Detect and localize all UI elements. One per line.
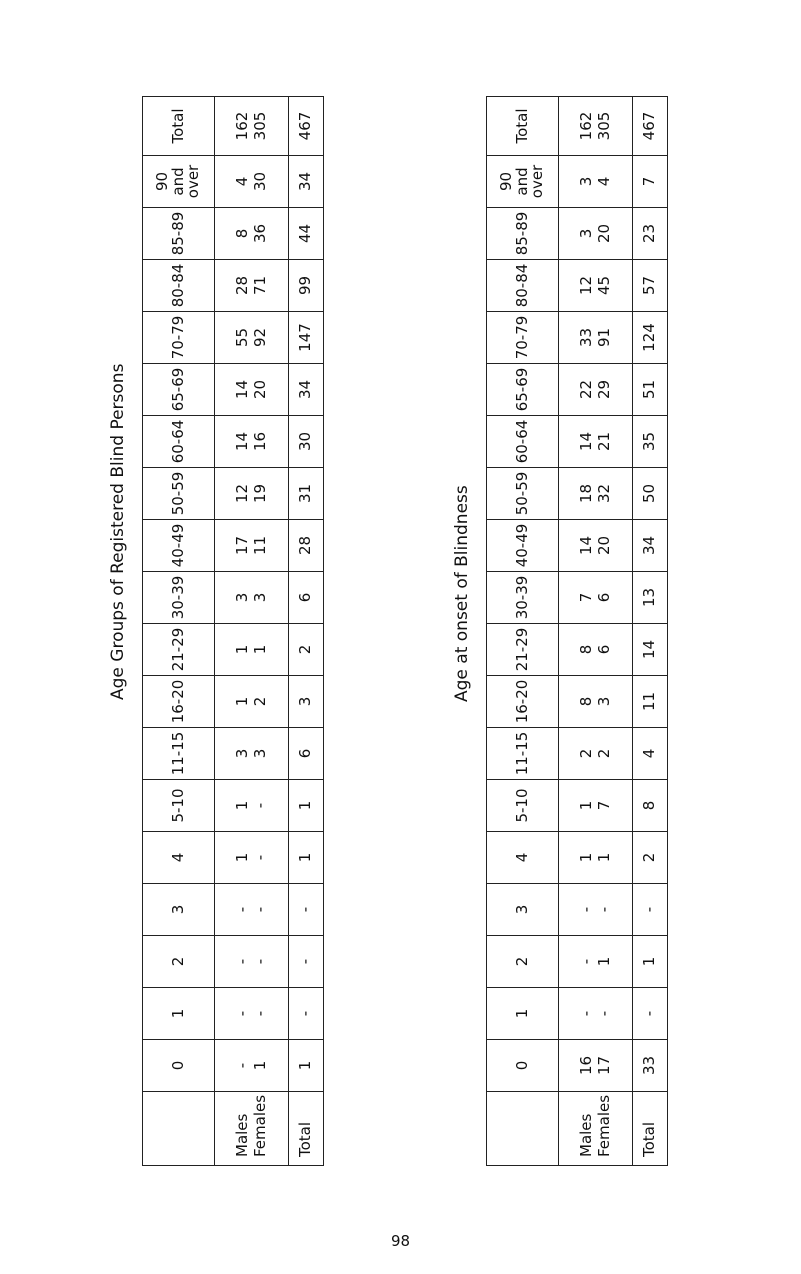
table-cell bbox=[289, 97, 324, 156]
cell-value: 3 bbox=[233, 748, 252, 759]
table-cell bbox=[289, 676, 324, 728]
cell-value: - bbox=[250, 1010, 269, 1017]
table-cell bbox=[559, 156, 633, 208]
cell-value: - bbox=[250, 854, 269, 861]
table-cell bbox=[289, 312, 324, 364]
t2-col-header: 5-10 bbox=[487, 780, 559, 832]
cell-value: 14 bbox=[640, 639, 659, 660]
table-row bbox=[289, 97, 324, 1166]
cell-value: 20 bbox=[250, 379, 269, 400]
t2-col-header: 60-64 bbox=[487, 416, 559, 468]
t1-col-header: 90 and over bbox=[143, 156, 215, 208]
cell-value: 1 bbox=[296, 800, 315, 811]
cell-value: 1 bbox=[250, 1060, 269, 1071]
t2-col-header: 30-39 bbox=[487, 572, 559, 624]
table-cell bbox=[633, 676, 668, 728]
cell-value: 36 bbox=[250, 223, 269, 244]
t1-col-header bbox=[143, 1092, 215, 1166]
table-cell bbox=[289, 988, 324, 1040]
table-cell bbox=[559, 97, 633, 156]
cell-value: - bbox=[296, 906, 315, 913]
t1-col-header: 85-89 bbox=[143, 208, 215, 260]
table-cell bbox=[633, 624, 668, 676]
cell-value: 28 bbox=[296, 535, 315, 556]
cell-value: 13 bbox=[640, 587, 659, 608]
cell-value: 162 bbox=[577, 111, 596, 141]
table-row bbox=[633, 97, 668, 1166]
cell-value: 1 bbox=[233, 852, 252, 863]
table-cell bbox=[289, 468, 324, 520]
table-cell bbox=[633, 780, 668, 832]
table-row bbox=[215, 97, 289, 1166]
cell-value: 14 bbox=[233, 431, 252, 452]
cell-value: 6 bbox=[296, 748, 315, 759]
cell-value: 4 bbox=[640, 748, 659, 759]
table-cell bbox=[559, 832, 633, 884]
table-cell bbox=[215, 468, 289, 520]
table-cell bbox=[633, 520, 668, 572]
cell-value: 4 bbox=[594, 176, 613, 187]
table-cell bbox=[633, 260, 668, 312]
cell-value: 18 bbox=[577, 483, 596, 504]
t1-header-row bbox=[143, 97, 215, 1166]
t2-col-header: 90 and over bbox=[487, 156, 559, 208]
cell-value: 16 bbox=[577, 1055, 596, 1076]
cell-value: 1 bbox=[296, 1060, 315, 1071]
cell-value: 2 bbox=[594, 748, 613, 759]
table-cell bbox=[215, 884, 289, 936]
t2-col-header: 2 bbox=[487, 936, 559, 988]
cell-value: 17 bbox=[594, 1055, 613, 1076]
t2-header-row bbox=[487, 97, 559, 1166]
t2-row-label bbox=[633, 1092, 668, 1166]
cell-value: 1 bbox=[233, 696, 252, 707]
t2-col-header: 21-29 bbox=[487, 624, 559, 676]
cell-value: 1 bbox=[594, 852, 613, 863]
table-cell bbox=[633, 364, 668, 416]
cell-value: 20 bbox=[594, 223, 613, 244]
cell-value: 3 bbox=[233, 592, 252, 603]
cell-value: 3 bbox=[296, 696, 315, 707]
table-cell bbox=[215, 156, 289, 208]
t1-col-header: 60-64 bbox=[143, 416, 215, 468]
table-cell bbox=[559, 884, 633, 936]
table-cell bbox=[559, 468, 633, 520]
table-cell bbox=[289, 1040, 324, 1092]
cell-value: 21 bbox=[594, 431, 613, 452]
t2-col-header bbox=[487, 1092, 559, 1166]
t2-col-header: 70-79 bbox=[487, 312, 559, 364]
cell-value: 1 bbox=[640, 956, 659, 967]
cell-value: 147 bbox=[296, 323, 315, 352]
cell-value: 92 bbox=[250, 327, 269, 348]
cell-value: 305 bbox=[594, 111, 613, 141]
cell-value: 1 bbox=[577, 800, 596, 811]
table-cell bbox=[559, 208, 633, 260]
table-cell bbox=[289, 936, 324, 988]
cell-value: - bbox=[594, 1010, 613, 1017]
cell-value: 2 bbox=[296, 644, 315, 655]
table-cell bbox=[289, 416, 324, 468]
table-cell bbox=[289, 520, 324, 572]
t2-col-header: 80-84 bbox=[487, 260, 559, 312]
cell-value: 1 bbox=[233, 800, 252, 811]
table-cell bbox=[559, 520, 633, 572]
table-cell bbox=[633, 416, 668, 468]
cell-value: 32 bbox=[594, 483, 613, 504]
table-cell bbox=[633, 832, 668, 884]
cell-value: 50 bbox=[640, 483, 659, 504]
table-cell bbox=[633, 728, 668, 780]
t1-col-header: 11-15 bbox=[143, 728, 215, 780]
cell-value: 91 bbox=[594, 327, 613, 348]
cell-value: 14 bbox=[577, 431, 596, 452]
row-label-text: Males bbox=[577, 1113, 596, 1157]
table-cell bbox=[289, 884, 324, 936]
cell-value: 8 bbox=[577, 644, 596, 655]
t2-col-header: 1 bbox=[487, 988, 559, 1040]
cell-value: 11 bbox=[640, 691, 659, 712]
t1-col-header: 21-29 bbox=[143, 624, 215, 676]
table-cell bbox=[215, 1040, 289, 1092]
cell-value: 2 bbox=[577, 748, 596, 759]
t1-col-header: 50-59 bbox=[143, 468, 215, 520]
cell-value: 34 bbox=[640, 535, 659, 556]
row-label-text: Females bbox=[250, 1094, 269, 1157]
cell-value: 30 bbox=[250, 171, 269, 192]
t2-col-header: 16-20 bbox=[487, 676, 559, 728]
cell-value: 44 bbox=[296, 223, 315, 244]
table-cell bbox=[215, 624, 289, 676]
table2-title: Age at onset of Blindness bbox=[452, 485, 472, 702]
table-cell bbox=[289, 624, 324, 676]
t1-col-header: 0 bbox=[143, 1040, 215, 1092]
table1-wrapper bbox=[142, 96, 324, 1166]
cell-value: 6 bbox=[296, 592, 315, 603]
table-cell bbox=[633, 572, 668, 624]
table-cell bbox=[215, 364, 289, 416]
t2-col-header: 0 bbox=[487, 1040, 559, 1092]
t2-col-header: 40-49 bbox=[487, 520, 559, 572]
cell-value: 45 bbox=[594, 275, 613, 296]
t1-row-label bbox=[289, 1092, 324, 1166]
cell-value: 12 bbox=[577, 275, 596, 296]
cell-value: - bbox=[577, 1010, 596, 1017]
cell-value: 30 bbox=[296, 431, 315, 452]
cell-value: 7 bbox=[594, 800, 613, 811]
table-cell bbox=[215, 260, 289, 312]
cell-value: 29 bbox=[594, 379, 613, 400]
t1-col-header: Total bbox=[143, 97, 215, 156]
cell-value: - bbox=[296, 1010, 315, 1017]
t2-col-header: 85-89 bbox=[487, 208, 559, 260]
registered-blind-age-table bbox=[142, 96, 324, 1166]
cell-value: 22 bbox=[577, 379, 596, 400]
table-cell bbox=[215, 416, 289, 468]
table-cell bbox=[633, 936, 668, 988]
cell-value: 8 bbox=[577, 696, 596, 707]
table1-title: Age Groups of Registered Blind Persons bbox=[108, 363, 128, 700]
cell-value: - bbox=[640, 906, 659, 913]
table-cell bbox=[289, 728, 324, 780]
cell-value: 19 bbox=[250, 483, 269, 504]
cell-value: 1 bbox=[594, 956, 613, 967]
t2-col-header: 11-15 bbox=[487, 728, 559, 780]
cell-value: 3 bbox=[250, 748, 269, 759]
cell-value: 305 bbox=[250, 111, 269, 141]
table-cell bbox=[633, 1040, 668, 1092]
table-cell bbox=[215, 208, 289, 260]
cell-value: 7 bbox=[577, 592, 596, 603]
cell-value: 14 bbox=[577, 535, 596, 556]
row-label-text: Females bbox=[594, 1094, 613, 1157]
cell-value: 33 bbox=[577, 327, 596, 348]
table-cell bbox=[633, 884, 668, 936]
cell-value: 3 bbox=[250, 592, 269, 603]
cell-value: - bbox=[640, 1010, 659, 1017]
cell-value: - bbox=[594, 906, 613, 913]
onset-blindness-age-table bbox=[486, 96, 668, 1166]
cell-value: 1 bbox=[250, 644, 269, 655]
cell-value: 3 bbox=[577, 176, 596, 187]
cell-value: - bbox=[250, 802, 269, 809]
table-cell bbox=[633, 988, 668, 1040]
table-cell bbox=[633, 156, 668, 208]
cell-value: 4 bbox=[233, 176, 252, 187]
cell-value: 99 bbox=[296, 275, 315, 296]
t1-col-header: 80-84 bbox=[143, 260, 215, 312]
t1-col-header: 65-69 bbox=[143, 364, 215, 416]
cell-value: 124 bbox=[640, 323, 659, 352]
table-cell bbox=[633, 208, 668, 260]
t1-col-header: 16-20 bbox=[143, 676, 215, 728]
cell-value: 11 bbox=[250, 535, 269, 556]
table-cell bbox=[215, 676, 289, 728]
table-cell bbox=[215, 97, 289, 156]
table-cell bbox=[559, 572, 633, 624]
table-cell bbox=[633, 468, 668, 520]
row-label-text: Males bbox=[233, 1113, 252, 1157]
cell-value: 1 bbox=[577, 852, 596, 863]
cell-value: 6 bbox=[594, 644, 613, 655]
table-cell bbox=[215, 936, 289, 988]
cell-value: 16 bbox=[250, 431, 269, 452]
table-cell bbox=[215, 832, 289, 884]
cell-value: 35 bbox=[640, 431, 659, 452]
page-number: 98 bbox=[390, 1232, 411, 1250]
cell-value: - bbox=[233, 906, 252, 913]
cell-value: 467 bbox=[296, 111, 315, 141]
table2-wrapper bbox=[486, 96, 668, 1166]
cell-value: 14 bbox=[233, 379, 252, 400]
table-cell bbox=[559, 416, 633, 468]
cell-value: 23 bbox=[640, 223, 659, 244]
table-cell bbox=[289, 156, 324, 208]
cell-value: - bbox=[233, 1062, 252, 1069]
cell-value: - bbox=[233, 1010, 252, 1017]
cell-value: 8 bbox=[233, 228, 252, 239]
table-cell bbox=[215, 520, 289, 572]
table-cell bbox=[559, 728, 633, 780]
table-cell bbox=[559, 936, 633, 988]
t1-col-header: 3 bbox=[143, 884, 215, 936]
cell-value: - bbox=[233, 958, 252, 965]
cell-value: 6 bbox=[594, 592, 613, 603]
table-cell bbox=[559, 1040, 633, 1092]
t2-col-header: 50-59 bbox=[487, 468, 559, 520]
cell-value: 3 bbox=[577, 228, 596, 239]
table-cell bbox=[215, 572, 289, 624]
table-cell bbox=[559, 312, 633, 364]
table-cell bbox=[215, 780, 289, 832]
table-cell bbox=[559, 988, 633, 1040]
t2-col-header: 65-69 bbox=[487, 364, 559, 416]
cell-value: - bbox=[296, 958, 315, 965]
cell-value: 55 bbox=[233, 327, 252, 348]
cell-value: 71 bbox=[250, 275, 269, 296]
t2-col-header: 3 bbox=[487, 884, 559, 936]
t1-col-header: 30-39 bbox=[143, 572, 215, 624]
t1-col-header: 40-49 bbox=[143, 520, 215, 572]
table-cell bbox=[289, 208, 324, 260]
t1-col-header: 2 bbox=[143, 936, 215, 988]
t1-row-label bbox=[215, 1092, 289, 1166]
cell-value: 57 bbox=[640, 275, 659, 296]
cell-value: 8 bbox=[640, 800, 659, 811]
cell-value: - bbox=[250, 958, 269, 965]
cell-value: 34 bbox=[296, 171, 315, 192]
cell-value: 3 bbox=[594, 696, 613, 707]
table-cell bbox=[215, 728, 289, 780]
cell-value: 2 bbox=[640, 852, 659, 863]
table-cell bbox=[559, 260, 633, 312]
cell-value: 17 bbox=[233, 535, 252, 556]
t1-col-header: 70-79 bbox=[143, 312, 215, 364]
table-cell bbox=[215, 312, 289, 364]
table-cell bbox=[289, 780, 324, 832]
table-cell bbox=[289, 572, 324, 624]
cell-value: 12 bbox=[233, 483, 252, 504]
table-cell bbox=[559, 780, 633, 832]
table-cell bbox=[633, 97, 668, 156]
t2-row-label bbox=[559, 1092, 633, 1166]
row-label-text: Total bbox=[640, 1121, 659, 1157]
table-cell bbox=[289, 364, 324, 416]
cell-value: 2 bbox=[250, 696, 269, 707]
table-cell bbox=[289, 260, 324, 312]
t1-col-header: 5-10 bbox=[143, 780, 215, 832]
table-cell bbox=[559, 624, 633, 676]
table-cell bbox=[289, 832, 324, 884]
cell-value: 31 bbox=[296, 483, 315, 504]
table-cell bbox=[559, 364, 633, 416]
table-row bbox=[559, 97, 633, 1166]
t1-col-header: 1 bbox=[143, 988, 215, 1040]
t1-col-header: 4 bbox=[143, 832, 215, 884]
cell-value: - bbox=[577, 958, 596, 965]
cell-value: 7 bbox=[640, 176, 659, 187]
cell-value: 467 bbox=[640, 111, 659, 141]
cell-value: 162 bbox=[233, 111, 252, 141]
row-label-text: Total bbox=[296, 1121, 315, 1157]
table-cell bbox=[215, 988, 289, 1040]
t2-col-header: Total bbox=[487, 97, 559, 156]
cell-value: 20 bbox=[594, 535, 613, 556]
cell-value: 34 bbox=[296, 379, 315, 400]
cell-value: 1 bbox=[296, 852, 315, 863]
cell-value: 33 bbox=[640, 1055, 659, 1076]
cell-value: - bbox=[577, 906, 596, 913]
cell-value: 28 bbox=[233, 275, 252, 296]
cell-value: 1 bbox=[233, 644, 252, 655]
table-cell bbox=[633, 312, 668, 364]
cell-value: - bbox=[250, 906, 269, 913]
t2-col-header: 4 bbox=[487, 832, 559, 884]
cell-value: 51 bbox=[640, 379, 659, 400]
table-cell bbox=[559, 676, 633, 728]
